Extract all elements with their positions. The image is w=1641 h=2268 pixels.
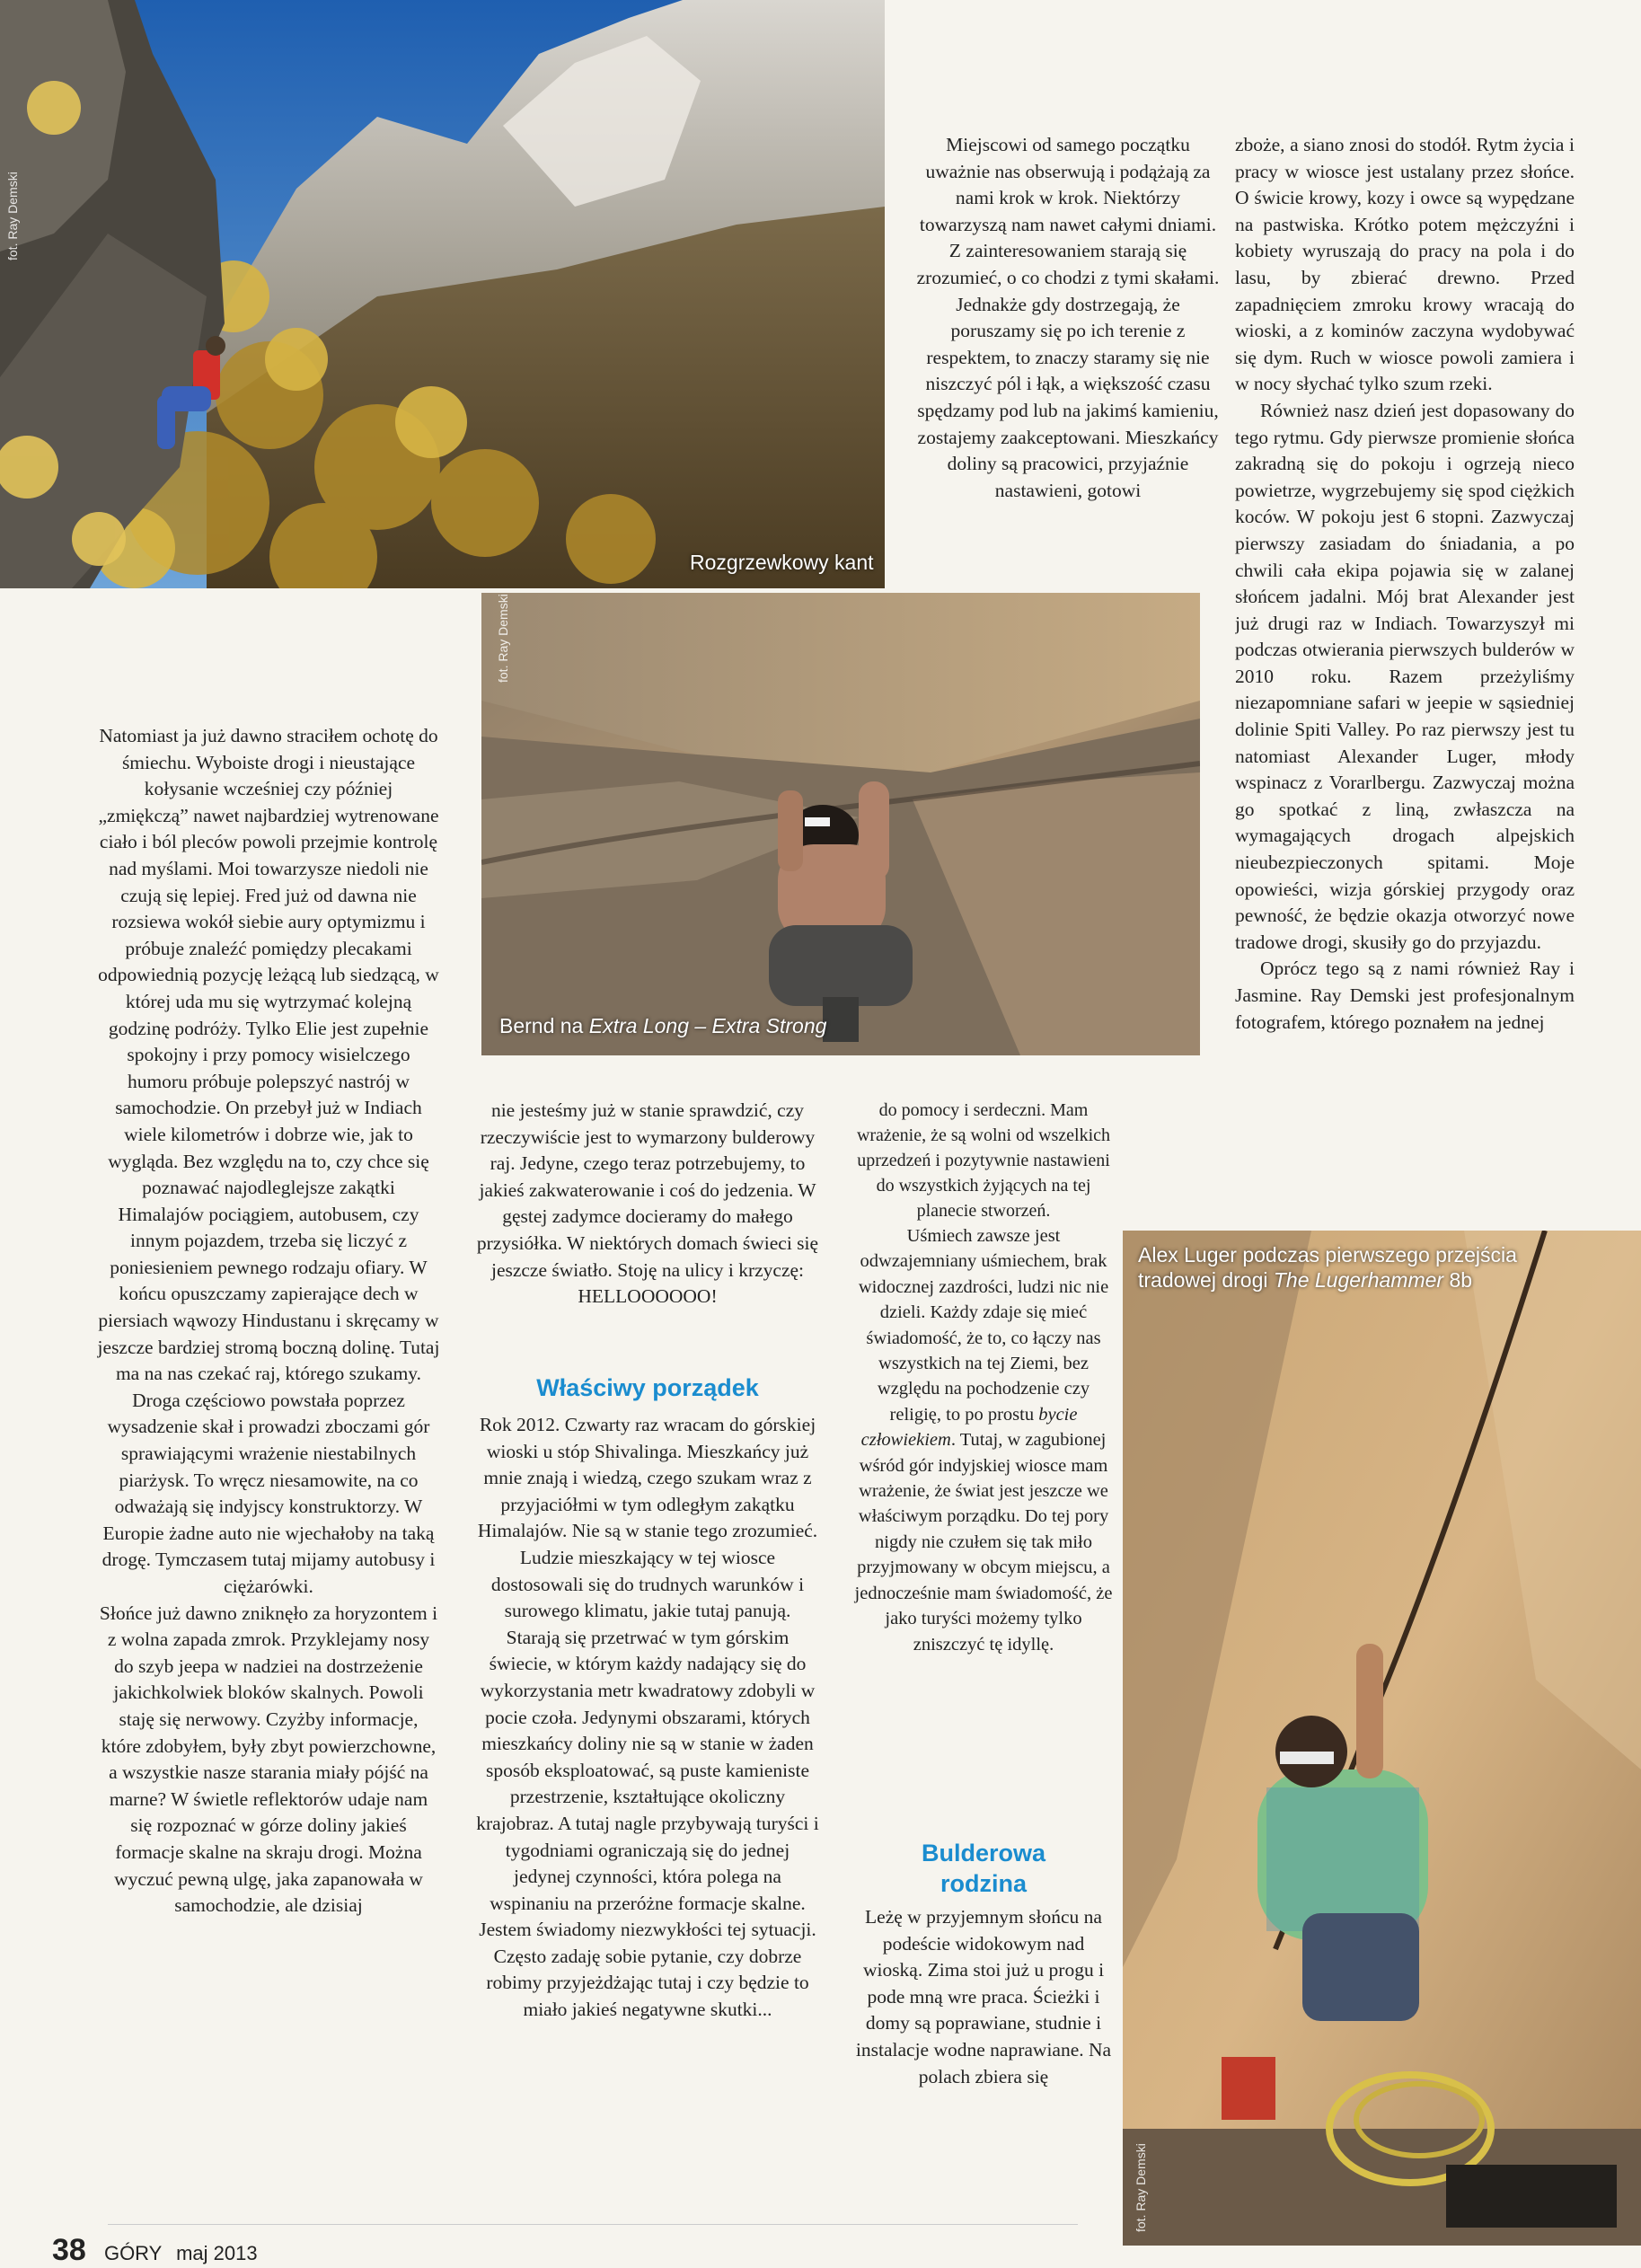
crack-climb-image (1123, 1231, 1641, 2246)
text-column-left (97, 723, 440, 2106)
text-column-top-middle (916, 132, 1220, 563)
caption-right-route: The Lugerhammer (1273, 1268, 1444, 1292)
caption-right-line2-prefix: tradowej drogi (1138, 1268, 1274, 1292)
caption-right-photo (1138, 1242, 1517, 1293)
roof-climb-image (481, 593, 1200, 1055)
issue-date: maj 2013 (176, 2242, 258, 2264)
page-number: 38 (52, 2233, 86, 2267)
caption-middle-route: Extra Long – Extra Strong (588, 1014, 827, 1037)
paragraph: Rok 2012. Czwarty raz wracam do górskiej wioski u stóp Shivalinga. Mieszkańcy już mnie znają i wiedzą, czego szukam wraz z przyjaciółmi w tym odległym zakątku Himalajów. Nie są w stanie tego zrozumieć. Ludzie mieszkający w tej wiosce dostosowali się do trudnych warunków i surowego klimatu, jakie tutaj panują. Starają się przetrwać w tym górskim świecie, w którym każdy nadający się do wykorzystania metr kwadratowy zdobyli w pocie czoła. Jedynymi obszarami, których mieszkańcy doliny nie są w stanie w żaden sposób eksploatować, są puste kamieniste przestrzenie, kształtujące okoliczny krajobraz. A tutaj nagle przybywają turyści i tygodniami ograniczają się do jednej jedynej czynności, która polega na wspinaniu na przeróżne formacje skalne. Jestem świadomy niezwykłości tej sytuacji. Często zadaję sobie pytanie, czy dobrze robimy przyjeżdżając tutaj i czy będzie to miało jakieś negatywne skutki... (476, 1414, 819, 2021)
caption-right-line2 (1138, 1267, 1517, 1293)
footer-divider (108, 2224, 1078, 2225)
paragraph (853, 1223, 1114, 1657)
photo-crack-climber (1123, 1231, 1641, 2246)
section-heading-bulderowa-rodzina (853, 1838, 1114, 1899)
photo-roof-climber (481, 593, 1200, 1055)
text-column-middle-2b (853, 1904, 1114, 2120)
magazine-title: GÓRY (103, 2242, 162, 2264)
photo-credit-top: fot. Ray Demski (5, 172, 20, 260)
paragraph: Oprócz tego są z nami również Ray i Jasmine. Ray Demski jest profesjonalnym fotografem, którego poznałem na jednej (1235, 958, 1575, 1033)
caption-right-line1: Alex Luger podczas pierwszego przejścia (1138, 1243, 1517, 1266)
photo-mountain-warmup (0, 0, 885, 588)
mountain-scene-image (0, 0, 885, 588)
paragraph: do pomocy i serdeczni. Mam wrażenie, że są wolni od wszelkich uprzedzeń i pozytywnie nastawieni do wszystkich żyjących na tej planecie stworzeń. (856, 1100, 1111, 1221)
text-column-middle-1 (476, 1098, 819, 1367)
section-heading-wlasciwy-porzadek: Właściwy porządek (536, 1374, 759, 1401)
paragraph-italic: bycie człowiekiem (860, 1404, 1078, 1451)
paragraph: Leżę w przyjemnym słońcu na podeście widokowym nad wioską. Zima stoi już u progu i pode mną wre praca. Ścieżki i domy są poprawiane, studnie i instalacje wodne naprawiane. Na polach zbiera się (855, 1906, 1112, 2087)
caption-right-line2-suffix: 8b (1443, 1268, 1473, 1292)
heading-line: Bulderowa (921, 1840, 1046, 1866)
paragraph: Słońce już dawno zniknęło za horyzontem i z wolna zapada zmrok. Przyklejamy nosy do szyb jeepa w nadziei na dostrzeżenie jakichkolwiek bloków skalnych. Powoli staję się nerwowy. Czyżby informacje, które zdobyłem, były zbyt powierzchowne, a wszystkie nasze starania miały pójść na marne? W świetle reflektorów udaje nam się rozpoznać w górze doliny jakieś formacje skalne na skraju drogi. Można wyczuć pewną ulgę, jaka zapanowała w samochodzie, ale dzisiaj (99, 1602, 438, 1917)
caption-top-photo: Rozgrzewkowy kant (690, 551, 874, 574)
paragraph: Natomiast ja już dawno straciłem ochotę do śmiechu. Wyboiste drogi i nieustające kołysanie wcześniej czy później „zmiękczą” nawet najbardziej wytrenowane ciało i ból pleców powoli przejmie kontrolę nad myślami. Moi towarzysze niedoli nie czują się lepiej. Fred już od dawna nie rozsiewa wokół siebie aury optymizmu i próbuje znaleźć pomiędzy plecakami odpowiednią pozycję leżącą lub siedzącą, w której uda mu się wytrzymać kolejną godzinę podróży. Tylko Elie jest zupełnie spokojny i przy pomocy wisielczego humoru próbuje polepszyć nastrój w samochodzie. On przebył już w Indiach wiele kilometrów i dobrze wie, jak to wygląda. Bez względu na to, czy chce się poznawać najodleglejsze zakątki Himalajów pociągiem, autobusem, czy innym pojazdem, trzeba się liczyć z poniesieniem pewnego rodzaju ofiary. W końcu opuszczamy zapierające dech w piersiach wąwozy Hindustanu i skręcamy w jeszcze bardziej stromą boczną dolinę. Tutaj ma na nas czekać raj, którego szukamy. Droga częściowo powstała poprzez wysadzenie skał i prowadzi zboczami gór sprawiającymi wrażenie niestabilnych piarżysk. To wręcz niesamowite, na co odważają się indyjscy konstruktorzy. W Europie żadne auto nie wjechałoby na taką drogę. Tymczasem tutaj mijamy autobusy i ciężarówki. (97, 725, 440, 1597)
photo-credit-middle: fot. Ray Demski (496, 594, 510, 683)
paragraph: Również nasz dzień jest dopasowany do tego rytmu. Gdy pierwsze promienie słońca zakradną się do pokoju i ogrzeją nieco powietrze, wygrzebujemy się spod ciężkich koców. W pokoju jest 6 stopni. Zazwyczaj pierwszy zasiadam do śniadania, a po chwili cała ekipa pojawia się w zalanej słońcem jadalni. Mój brat Alexander jest już drugi raz w Indiach. Towarzyszył mi podczas otwierania pierwszych bulderów w 2010 roku. Razem przeżyliśmy niezapomniane safari w jeepie w sąsiedniej dolinie Spiti Valley. Po raz pierwszy jest tu natomiast Alexander Luger, młody wspinacz z Vorarlbergu. Zazwyczaj można go spotkać z liną, zwłaszcza na wymagających drogach alpejskich nieubezpieczonych spitami. Moje opowieści, wizja górskiej przygody oraz pewność, że będzie okazja otworzyć nowe tradowe drogi, skusiły go do przyjazdu. (1235, 399, 1575, 953)
text-column-middle-1b (476, 1412, 819, 2113)
paragraph-part: Uśmiech zawsze jest odwzajemniany uśmiechem, brak widocznej zazdrości, ludzi nic nie dzieli. Każdy zdaje się mieć świadomość, że to, co łączy nas wszystkich na tej Ziemi, bez względu na pochodzenie czy religię, to po prostu (858, 1226, 1109, 1425)
page-footer (52, 2233, 258, 2268)
text-column-right (1235, 132, 1575, 1187)
paragraph: zboże, a siano znosi do stodół. Rytm życia i pracy w wiosce jest ustalany przez słońce. O świcie krowy, kozy i owce są wypędzane na pastwiska. Krótko potem mężczyźni i kobiety wyruszają do pracy na pola i do lasu, by zbierać drewno. Przed zapadnięciem zmroku krowy wracają do wioski, a z kominów zaczyna wydobywać się dym. Ruch w wiosce powoli zamiera i w nocy słychać tylko szum rzeki. (1235, 134, 1575, 395)
paragraph: nie jesteśmy już w stanie sprawdzić, czy rzeczywiście jest to wymarzony bulderowy raj. Jedyne, czego teraz potrzebujemy, to jakieś zakwaterowanie i coś do jedzenia. W gęstej zadymce docieramy do małego przysiółka. W niektórych domach świeci się jeszcze światło. Stoję na ulicy i krzyczę: HELLOOOOOO! (476, 1099, 819, 1308)
caption-middle-photo (499, 1013, 826, 1038)
paragraph: Miejscowi od samego początku uważnie nas obserwują i podążają za nami krok w krok. Niektórzy towarzyszą nam nawet całymi dniami. Z zainteresowaniem starają się zrozumieć, o co chodzi z tymi skałami. Jednakże gdy dostrzegają, że poruszamy się po ich terenie z respektem, to znaczy staramy się nie niszczyć pól i łąk, a większość czasu spędzamy pod lub na jakimś kamieniu, zostajemy zaakceptowani. Mieszkańcy doliny są pracowici, przyjaźnie nastawieni, gotowi (916, 134, 1220, 501)
caption-middle-prefix: Bernd na (499, 1014, 589, 1037)
photo-credit-right: fot. Ray Demski (1134, 2143, 1148, 2232)
heading-line: rodzina (940, 1870, 1027, 1897)
paragraph-part: . Tutaj, w zagubionej wśród gór indyjskiej wiosce mam wrażenie, że świat jest jeszcze we właściwym porządku. Do tej pory nigdy nie czułem się tak miło przyjmowany w obcym miejscu, a jednocześnie mam świadomość, że jako turyści możemy tylko zniszczyć tę idyllę. (854, 1430, 1113, 1655)
